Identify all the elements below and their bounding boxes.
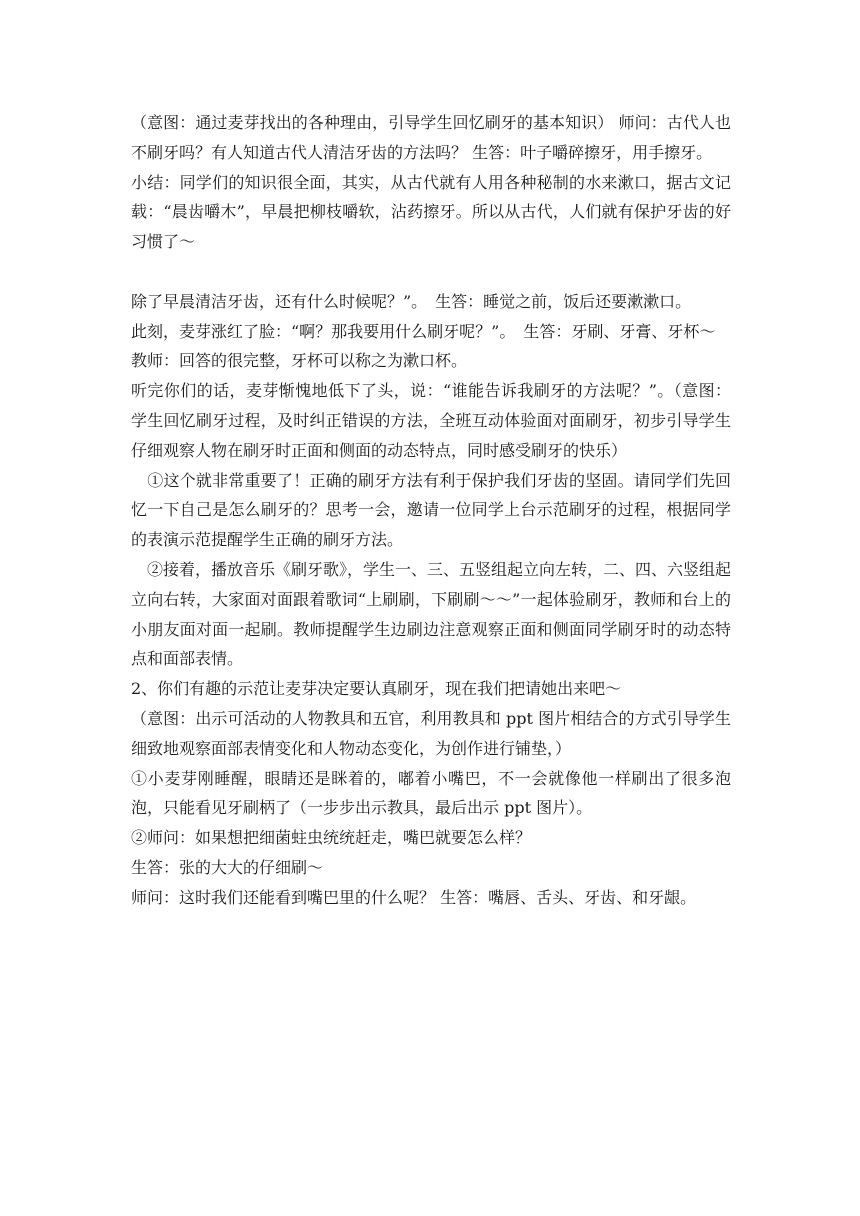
paragraph-what-tools: 此刻，麦芽涨红了脸：“啊？那我要用什么刷牙呢？”。 生答：牙刷、牙膏、牙杯～ [131,321,716,341]
paragraph-section-2: 2、你们有趣的示范让麦芽决定要认真刷牙，现在我们把请她出来吧～ [131,679,622,699]
paragraph-brushing-method: 听完你们的话，麦芽惭愧地低下了头，说：“谁能告诉我刷牙的方法呢？”。（意图：学生回忆刷牙过程，及时纠正错误的方法，全班互动体验面对面刷牙，初步引导学生仔细观察人物在刷牙时正面和侧面的动态特点，同时感受刷牙的快乐） [131,381,731,460]
paragraph-when-clean: 除了早晨清洁牙齿，还有什么时候呢？”。 生答：睡觉之前，饭后还要漱漱口。 [131,291,692,311]
paragraph-summary: 小结：同学们的知识很全面，其实，从古代就有人用各种秘制的水来漱口，据古文记载：“晨齿嚼木”，早晨把柳枝嚼软，沾药擦牙。所以从古代，人们就有保护牙齿的好习惯了～ [131,172,731,252]
paragraph-teacher-cup: 教师：回答的很完整，牙杯可以称之为漱口杯。 [131,351,468,371]
paragraph-student-answer-open: 生答：张的大大的仔细刷～ [131,857,324,877]
paragraph-teacher-question-mouth: ②师问：如果想把细菌蛀虫统统赶走，嘴巴就要怎么样？ [131,828,532,848]
paragraph-maiya-wakes: ①小麦芽刚睡醒，眼睛还是眯着的，嘟着小嘴巴，不一会就像他一样刷出了很多泡泡，只能看见牙刷柄了（一步步出示教具，最后出示 ppt 图片）。 [131,768,731,818]
paragraph-intent-ancient: （意图：通过麦芽找出的各种理由，引导学生回忆刷牙的基本知识） 师问：古代人也不刷牙吗？有人知道古代人清洁牙齿的方法吗？ 生答：叶子嚼碎擦牙，用手擦牙。 [131,113,731,162]
paragraph-teacher-question-inside: 师问：这时我们还能看到嘴巴里的什么呢？ 生答：嘴唇、舌头、牙齿、和牙龈。 [131,887,697,907]
blank-line [131,257,731,287]
paragraph-step-1: ①这个就非常重要了！正确的刷牙方法有利于保护我们牙齿的坚固。请同学们先回忆一下自己是怎么刷牙的？思考一会，邀请一位同学上台示范刷牙的过程，根据同学的表演示范提醒学生正确的刷牙方法。 [131,470,731,550]
paragraph-step-2: ②接着，播放音乐《刷牙歌》，学生一、三、五竖组起立向左转，二、四、六竖组起立向右转，大家面对面跟着歌词“上刷刷，下刷刷～～”一起体验刷牙，教师和台上的小朋友面对面一起刷。教师提醒学生边刷边注意观察正面和侧面同学刷牙时的动态特点和面部表情。 [131,559,732,669]
document-body [131,108,731,913]
paragraph-intent-teaching-aids: （意图：出示可活动的人物教具和五官，利用教具和 ppt 图片相结合的方式引导学生细致地观察面部表情变化和人物动态变化，为创作进行铺垫，） [131,708,731,758]
